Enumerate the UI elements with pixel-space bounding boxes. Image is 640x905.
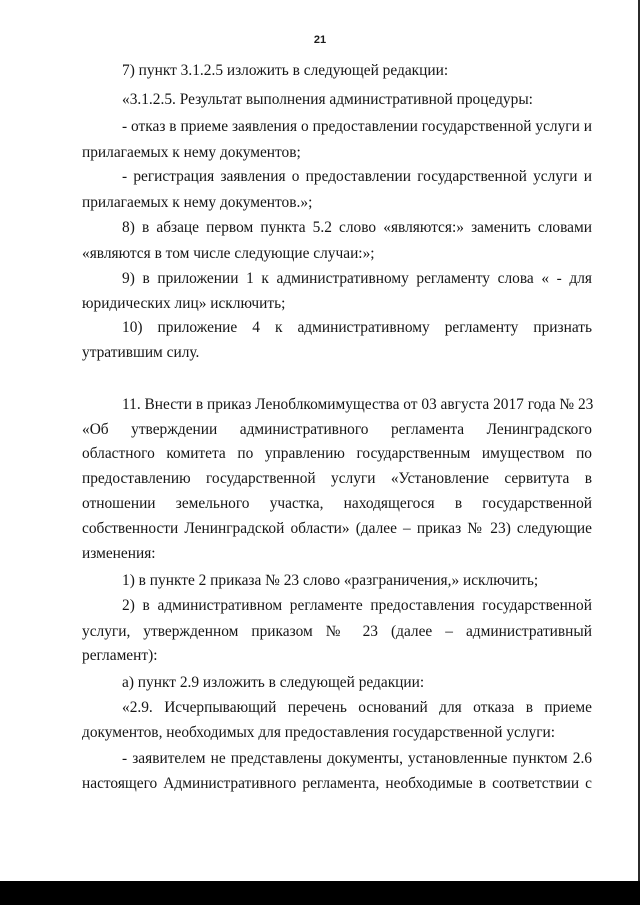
text-line: а) пункт 2.9 изложить в следующей редакции: bbox=[122, 674, 425, 691]
text-line: 7) пункт 3.1.2.5 изложить в следующей редакции: bbox=[122, 62, 449, 79]
text-line: «являются в том числе следующие случаи:»; bbox=[82, 245, 375, 262]
text-line: регламент): bbox=[82, 647, 158, 664]
text-line: - отказ в приеме заявления о предоставлении государственной услуги и bbox=[122, 118, 592, 135]
text-line: 1) в пункте 2 приказа № 23 слово «разграничения,» исключить; bbox=[122, 572, 539, 589]
text-line: прилагаемых к нему документов.»; bbox=[82, 194, 313, 211]
text-line: «2.9. Исчерпывающий перечень оснований для отказа в приеме bbox=[122, 699, 592, 716]
text-line: - регистрация заявления о предоставлении государственной услуги и bbox=[122, 168, 592, 185]
text-line: изменения: bbox=[82, 545, 156, 562]
text-line: документов, необходимых для предоставления государственной услуги: bbox=[82, 724, 556, 741]
text-line: «Об утверждении административного регламента Ленинградского bbox=[82, 421, 592, 438]
text-line: настоящего Административного регламента, необходимые в соответствии с bbox=[82, 775, 592, 792]
text-line: областного комитета по управлению государственным имуществом по bbox=[82, 445, 592, 462]
text-line: отношении земельного участка, находящегося в государственной bbox=[82, 495, 592, 512]
text-line: 9) в приложении 1 к административному регламенту слова « - для bbox=[122, 270, 592, 287]
text-line: прилагаемых к нему документов; bbox=[82, 144, 301, 161]
text-line: 2) в административном регламенте предоставления государственной bbox=[122, 597, 592, 614]
text-line: «3.1.2.5. Результат выполнения административной процедуры: bbox=[122, 91, 533, 108]
page-number: 21 bbox=[313, 34, 327, 46]
text-line: утратившим силу. bbox=[82, 344, 200, 361]
text-line: услуги, утвержденном приказом № 23 (далее – административный bbox=[82, 623, 592, 640]
text-line: предоставлению государственной услуги «Установление сервитута в bbox=[82, 470, 592, 487]
text-line: - заявителем не представлены документы, установленные пунктом 2.6 bbox=[122, 750, 592, 767]
text-line: 8) в абзаце первом пункта 5.2 слово «являются:» заменить словами bbox=[122, 219, 592, 236]
text-line: 10) приложение 4 к административному регламенту признать bbox=[122, 319, 592, 336]
text-line: 11. Внести в приказ Леноблкомимущества от 03 августа 2017 года № 23 bbox=[122, 396, 594, 413]
scan-bottom-border bbox=[0, 881, 640, 905]
text-line: юридических лиц» исключить; bbox=[82, 295, 286, 312]
text-line: собственности Ленинградской области» (далее – приказ № 23) следующие bbox=[82, 520, 592, 537]
